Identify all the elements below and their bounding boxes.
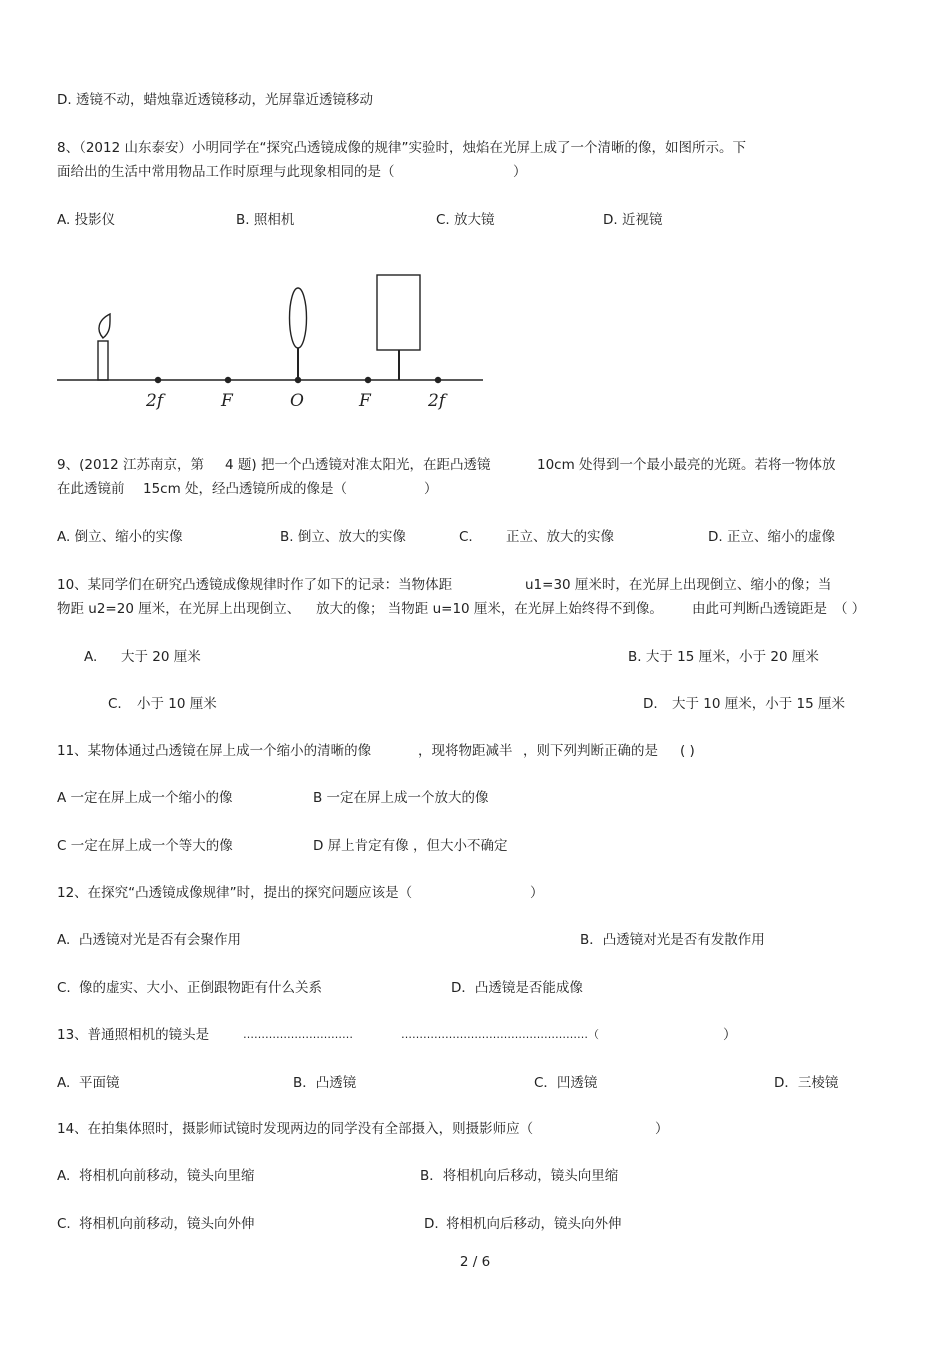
q9-stem-part2: 4 题) 把一个凸透镜对准太阳光，在距凸透镜 <box>225 457 491 473</box>
candle-flame <box>99 314 110 338</box>
q9-option-c-letter: C. <box>459 529 473 545</box>
point-o <box>295 377 301 383</box>
q11-option-b: B 一定在屏上成一个放大的像 <box>313 790 489 806</box>
q10-option-d-letter: D. <box>643 696 658 712</box>
point-f-left <box>225 377 231 383</box>
q10-option-b: B. 大于 15 厘米，小于 20 厘米 <box>628 649 819 665</box>
q9-option-a: A. 倒立、缩小的实像 <box>57 529 183 545</box>
q13-option-a-text: 平面镜 <box>79 1075 120 1091</box>
q10-option-a-letter: A. <box>84 649 98 665</box>
q14-option-b: B．将相机向后移动，镜头向里缩 <box>420 1168 619 1184</box>
label-o: O <box>290 391 304 411</box>
q12-option-c-text: 像的虚实、大小、正倒跟物距有什么关系 <box>79 980 322 996</box>
q14-stem: 14、在拍集体照时，摄影师试镜时发现两边的同学没有全部摄入，则摄影师应（ <box>57 1121 534 1137</box>
q10-stem-part3: 物距 u2=20 厘米，在光屏上出现倒立、 <box>57 601 301 617</box>
q10-option-c-text: 小于 10 厘米 <box>137 696 217 712</box>
q11-option-c: C 一定在屏上成一个等大的像 <box>57 838 233 854</box>
q9-stem-part3: 10cm 处得到一个最小最亮的光斑。若将一物体放 <box>537 457 836 473</box>
q13-option-a-letter: A. <box>57 1075 71 1091</box>
q13-dots-1: ………………………… <box>243 1028 353 1041</box>
q13-option-c: C．凹透镜 <box>534 1075 598 1091</box>
point-f-right <box>365 377 371 383</box>
q10-option-d-text: 大于 10 厘米，小于 15 厘米 <box>672 696 846 712</box>
q11-option-d: D 屏上肯定有像 ，但大小不确定 <box>313 838 508 854</box>
q10-option-c-letter: C. <box>108 696 122 712</box>
q7-option-d: D. 透镜不动，蜡烛靠近透镜移动，光屏靠近透镜移动 <box>57 92 373 108</box>
page-number: 2 / 6 <box>459 1254 491 1270</box>
q10-option-a-text: 大于 20 厘米 <box>121 649 201 665</box>
q14-option-d-letter: D. <box>424 1216 439 1232</box>
q12-option-d: D．凸透镜是否能成像 <box>451 980 583 996</box>
q14-paren-close: ） <box>655 1121 669 1137</box>
q8-paren-close: ） <box>513 164 527 180</box>
q13-option-b: B．凸透镜 <box>293 1075 357 1091</box>
q9-paren-close: ） <box>424 481 438 497</box>
q14-option-c-text: 将相机向前移动，镜头向外伸 <box>79 1216 255 1232</box>
convex-lens <box>290 288 307 348</box>
q8-stem-line2: 面给出的生活中常用物品工作时原理与此现象相同的是（ <box>57 164 395 180</box>
point-2f-left <box>155 377 161 383</box>
point-2f-right <box>435 377 441 383</box>
q10-stem-part5: 由此可判断凸透镜距是 <box>692 601 827 617</box>
q13-option-d: D．三棱镜 <box>774 1075 839 1091</box>
q10-stem-part4: 放大的像； 当物距 u=10 厘米，在光屏上始终得不到像。 <box>316 601 663 617</box>
q11-stem-part1: 11、某物体通过凸透镜在屏上成一个缩小的清晰的像 <box>57 743 372 759</box>
light-screen <box>377 275 420 350</box>
candle <box>98 341 108 380</box>
q11-stem-part3: ，则下列判断正确的是 <box>523 743 658 759</box>
label-2f-left: 2f <box>146 391 164 411</box>
label-f-left: F <box>221 391 233 411</box>
q12-stem: 12、在探究“凸透镜成像规律”时，提出的探究问题应该是（ <box>57 885 413 901</box>
q11-stem-part2: ，现将物距减半 <box>418 743 513 759</box>
label-f-right: F <box>359 391 371 411</box>
q14-option-d-text: 将相机向后移动，镜头向外伸 <box>446 1216 622 1232</box>
q8-option-b: B. 照相机 <box>236 212 295 228</box>
q14-option-a-letter: A. <box>57 1168 71 1184</box>
q13-dots-2: ……………………………………………（ <box>401 1028 599 1041</box>
q14-option-a-text: 将相机向前移动，镜头向里缩 <box>79 1168 255 1184</box>
q12-option-b: B．凸透镜对光是否有发散作用 <box>580 932 765 948</box>
q11-option-a: A 一定在屏上成一个缩小的像 <box>57 790 233 806</box>
q14-option-c-letter: C. <box>57 1216 71 1232</box>
q12-option-a-text: 凸透镜对光是否有会聚作用 <box>79 932 241 948</box>
q9-stem-part4: 在此透镜前 <box>57 481 125 497</box>
q12-option-c-letter: C. <box>57 980 71 996</box>
q12-option-a-letter: A. <box>57 932 71 948</box>
q13-paren-close: ） <box>723 1027 737 1043</box>
label-2f-right: 2f <box>428 391 446 411</box>
q10-stem-part1: 10、某同学们在研究凸透镜成像规律时作了如下的记录：当物体距 <box>57 577 453 593</box>
q13-stem: 13、普通照相机的镜头是 <box>57 1027 210 1043</box>
q11-paren: ( ) <box>680 743 695 759</box>
q8-stem-line1: 8、（2012 山东泰安）小明同学在“探究凸透镜成像的规律”实验时，烛焰在光屏上成了一个清晰的像，如图所示。下 <box>57 140 746 156</box>
q9-option-b: B. 倒立、放大的实像 <box>280 529 406 545</box>
q9-option-c-text: 正立、放大的实像 <box>506 529 614 545</box>
q10-stem-part2: u1=30 厘米时，在光屏上出现倒立、缩小的像；当 <box>525 577 832 593</box>
q12-paren-close: ） <box>530 885 544 901</box>
q9-option-d: D. 正立、缩小的虚像 <box>708 529 835 545</box>
q10-paren: （ ） <box>834 601 866 617</box>
q8-option-a: A. 投影仪 <box>57 212 116 228</box>
q8-option-d: D. 近视镜 <box>603 212 663 228</box>
q9-stem-part1: 9、(2012 江苏南京，第 <box>57 457 205 473</box>
q9-stem-part5: 15cm 处，经凸透镜所成的像是（ <box>143 481 348 497</box>
q8-option-c: C. 放大镜 <box>436 212 495 228</box>
